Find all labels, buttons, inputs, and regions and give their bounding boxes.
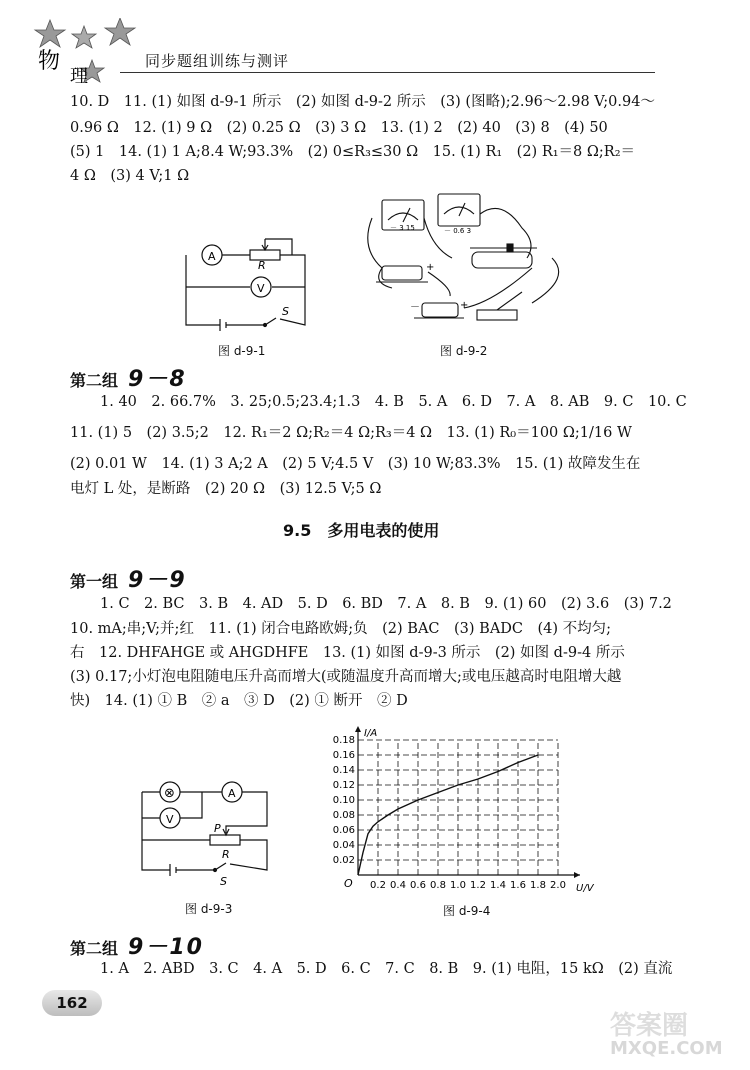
lamp-icon: ⊗ bbox=[164, 786, 175, 801]
y-tick-label: 0.14 bbox=[332, 765, 355, 776]
switch-label: S bbox=[220, 875, 227, 888]
x-tick-label: 1.6 bbox=[510, 880, 526, 891]
y-tick-label: 0.06 bbox=[332, 825, 355, 836]
book-char-2: 理 bbox=[70, 66, 88, 87]
running-header-title: 同步题组训练与测评 bbox=[145, 52, 290, 70]
x-tick-label: 2.0 bbox=[550, 880, 566, 891]
y-tick-label: 0.12 bbox=[332, 780, 355, 791]
x-axis-label: U/V bbox=[576, 883, 594, 894]
answer-line: (5) 1 14. (1) 1 A;8.4 W;93.3% (2) 0≤R₃≤30 Ω 15. (1) R₁ (2) R₁＝8 Ω;R₂＝ bbox=[70, 144, 636, 160]
switch-label: S bbox=[282, 305, 289, 318]
answer-line: (2) 0.01 W 14. (1) 3 A;2 A (2) 5 V;4.5 V (3) 10 W;83.3% 15. (1) 故障发生在 bbox=[70, 456, 641, 472]
x-tick-label: 1.2 bbox=[470, 880, 486, 891]
circuit-diagram-d-9-1 bbox=[180, 225, 310, 335]
ammeter-label: A bbox=[208, 250, 216, 263]
origin-label: O bbox=[344, 877, 353, 890]
x-tick-label: 1.0 bbox=[450, 880, 466, 891]
answer-line: 右 12. DHFAHGE 或 AHGDHFE 13. (1) 如图 d-9-3 所示 (2) 如图 d-9-4 所示 bbox=[70, 645, 625, 661]
page-number: 162 bbox=[42, 990, 102, 1016]
voltmeter-label: V bbox=[166, 813, 174, 826]
answer-line: 快) 14. (1) ① B ② a ③ D (2) ① 断开 ② D bbox=[70, 693, 408, 709]
x-tick-label: 0.2 bbox=[370, 880, 386, 891]
circuit-diagram-d-9-3 bbox=[130, 778, 275, 893]
wiring-diagram-d-9-2 bbox=[362, 188, 574, 338]
group-number: 9－10 bbox=[128, 935, 204, 960]
x-tick-label: 0.4 bbox=[390, 880, 406, 891]
x-tick-label: 0.8 bbox=[430, 880, 446, 891]
minus-label: － bbox=[410, 302, 420, 313]
plus-label: + bbox=[426, 262, 435, 273]
figure-caption: 图 d-9-4 bbox=[443, 904, 491, 918]
resistor-label: R bbox=[222, 848, 230, 861]
book-char-1: 物 bbox=[38, 49, 61, 74]
plus-label: + bbox=[460, 300, 469, 311]
iu-chart-d-9-4 bbox=[330, 725, 610, 895]
group-heading bbox=[70, 930, 204, 961]
header-rule bbox=[120, 72, 655, 73]
section-title: 9.5 多用电表的使用 bbox=[283, 521, 440, 540]
group-label: 第二组 bbox=[70, 939, 119, 958]
group-heading bbox=[70, 563, 187, 594]
y-tick-label: 0.18 bbox=[332, 735, 355, 746]
y-tick-label: 0.08 bbox=[332, 810, 355, 821]
answer-line: 10. D 11. (1) 如图 d-9-1 所示 (2) 如图 d-9-2 所示 (3) (图略);2.96～2.98 V;0.94～ bbox=[70, 94, 655, 110]
answer-line: 1. C 2. BC 3. B 4. AD 5. D 6. BD 7. A 8. B 9. (1) 60 (2) 3.6 (3) 7.2 bbox=[100, 596, 672, 612]
answer-line: 10. mA;串;V;并;红 11. (1) 闭合电路欧姆;负 (2) BAC (3) BADC (4) 不均匀; bbox=[70, 621, 612, 637]
group-label: 第一组 bbox=[70, 572, 119, 591]
answer-line: 1. A 2. ABD 3. C 4. A 5. D 6. C 7. C 8. B 9. (1) 电阻，15 kΩ (2) 直流 bbox=[100, 961, 673, 977]
group-number: 9－9 bbox=[128, 568, 187, 593]
answer-line: (3) 0.17;小灯泡电阻随电压升高而增大(或随温度升高而增大;或电压越高时电阻增大越 bbox=[70, 669, 622, 685]
answer-line: 4 Ω (3) 4 V;1 Ω bbox=[70, 168, 190, 184]
figure-caption: 图 d-9-2 bbox=[440, 344, 488, 358]
book-logo bbox=[32, 18, 142, 88]
x-axis-arrow bbox=[574, 872, 580, 878]
resistor-label: R bbox=[258, 259, 266, 272]
meter1-scale: － 3 15 bbox=[390, 224, 415, 232]
answer-line: 0.96 Ω 12. (1) 9 Ω (2) 0.25 Ω (3) 3 Ω 13. (1) 2 (2) 40 (3) 8 (4) 50 bbox=[70, 120, 608, 136]
meter2-scale: － 0.6 3 bbox=[444, 227, 472, 235]
y-tick-label: 0.10 bbox=[332, 795, 355, 806]
x-tick-label: 1.4 bbox=[490, 880, 506, 891]
y-tick-label: 0.04 bbox=[332, 840, 355, 851]
y-axis-arrow bbox=[355, 726, 361, 732]
figure-caption: 图 d-9-3 bbox=[185, 902, 233, 916]
y-tick-label: 0.02 bbox=[332, 855, 355, 866]
watermark-url: MXQE.COM bbox=[610, 1038, 723, 1059]
figure-caption: 图 d-9-1 bbox=[218, 344, 266, 358]
group-label: 第二组 bbox=[70, 371, 119, 390]
x-tick-label: 1.8 bbox=[530, 880, 546, 891]
y-tick-label: 0.16 bbox=[332, 750, 355, 761]
answer-line: 11. (1) 5 (2) 3.5;2 12. R₁＝2 Ω;R₂＝4 Ω;R₃＝4 Ω 13. (1) R₀＝100 Ω;1/16 W bbox=[70, 425, 632, 441]
voltmeter-label: V bbox=[257, 282, 265, 295]
x-tick-label: 0.6 bbox=[410, 880, 426, 891]
group-number: 9－8 bbox=[128, 367, 187, 392]
answer-line: 电灯 L 处，是断路 (2) 20 Ω (3) 12.5 V;5 Ω bbox=[70, 481, 382, 497]
answer-line: 1. 40 2. 66.7% 3. 25;0.5;23.4;1.3 4. B 5. A 6. D 7. A 8. AB 9. C 10. C bbox=[100, 394, 687, 410]
group-heading bbox=[70, 362, 187, 393]
slider-label: P bbox=[214, 822, 221, 835]
ammeter-label: A bbox=[228, 787, 236, 800]
y-axis-label: I/A bbox=[364, 728, 378, 739]
watermark-logo: 答案圈 bbox=[610, 1011, 689, 1041]
